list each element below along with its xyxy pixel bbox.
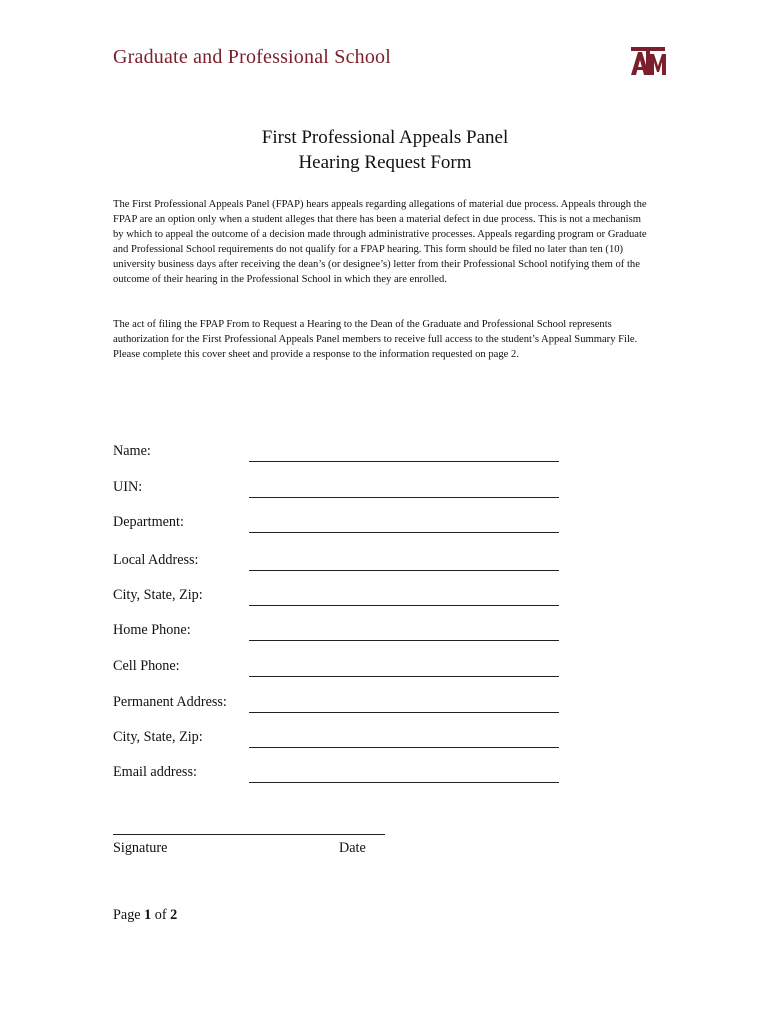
page-number [113, 907, 177, 924]
field-label: Cell Phone: [113, 658, 180, 674]
authorization-paragraph: The act of filing the FPAP From to Request a Hearing to the Dean of the Graduate and Professional School represents authorization for the First Professional Appeals Panel members to receive full access to the student’s Appeal Summary File. Please complete this cover sheet and provide a response to the information requested on page 2. [113, 319, 638, 360]
permanent-city-state-zip-input-line[interactable] [249, 747, 559, 748]
field-label: Name: [113, 443, 151, 459]
field-label: UIN: [113, 479, 143, 495]
page-current: 1 [144, 907, 152, 923]
email-input-line[interactable] [249, 782, 559, 783]
field-home-phone [113, 619, 563, 641]
field-local-address [113, 549, 563, 571]
field-name [113, 440, 563, 462]
date-label: Date [339, 840, 366, 856]
city-state-zip-input-line[interactable] [249, 605, 559, 606]
cell-phone-input-line[interactable] [249, 676, 559, 677]
page-of: of [154, 907, 167, 923]
field-department [113, 511, 563, 533]
field-label: Permanent Address: [113, 694, 227, 710]
field-label: Local Address: [113, 552, 199, 568]
uin-input-line[interactable] [249, 497, 559, 498]
field-city-state-zip-permanent [113, 726, 563, 748]
field-label: Email address: [113, 764, 197, 780]
title-line-2: Hearing Request Form [298, 152, 472, 173]
page-prefix: Page [113, 907, 141, 923]
local-address-input-line[interactable] [249, 570, 559, 571]
field-permanent-address [113, 691, 563, 713]
school-name: Graduate and Professional School [113, 46, 392, 68]
field-label: Department: [113, 514, 184, 530]
field-label: City, State, Zip: [113, 587, 203, 603]
department-input-line[interactable] [249, 532, 559, 533]
name-input-line[interactable] [249, 461, 559, 462]
home-phone-input-line[interactable] [249, 640, 559, 641]
field-city-state-zip [113, 584, 563, 606]
page-total: 2 [170, 907, 178, 923]
field-uin [113, 476, 563, 498]
texas-am-logo [628, 46, 668, 76]
field-label: City, State, Zip: [113, 729, 203, 745]
signature-line[interactable] [113, 834, 385, 835]
field-cell-phone [113, 655, 563, 677]
signature-label: Signature [113, 840, 168, 856]
intro-paragraph: The First Professional Appeals Panel (FPAP) hears appeals regarding allegations of material due process. Appeals through the FPAP are an option only when a student alleges that there has been a material defect in due process. This is not a mechanism by which to appeal the outcome of a decision made through administrative processes. Appeals regarding program or Graduate and Professional School requirements do not qualify for a FPAP hearing. This form should be filed no later than ten (10) university business days after receiving the dean’s (or designee’s) letter from their Professional School notifying them of the outcome of their hearing in the Professional School in which they are enrolled. [113, 199, 647, 285]
title-line-1: First Professional Appeals Panel [261, 127, 509, 148]
field-label: Home Phone: [113, 622, 191, 638]
field-email [113, 761, 563, 783]
form-title [0, 125, 770, 175]
permanent-address-input-line[interactable] [249, 712, 559, 713]
